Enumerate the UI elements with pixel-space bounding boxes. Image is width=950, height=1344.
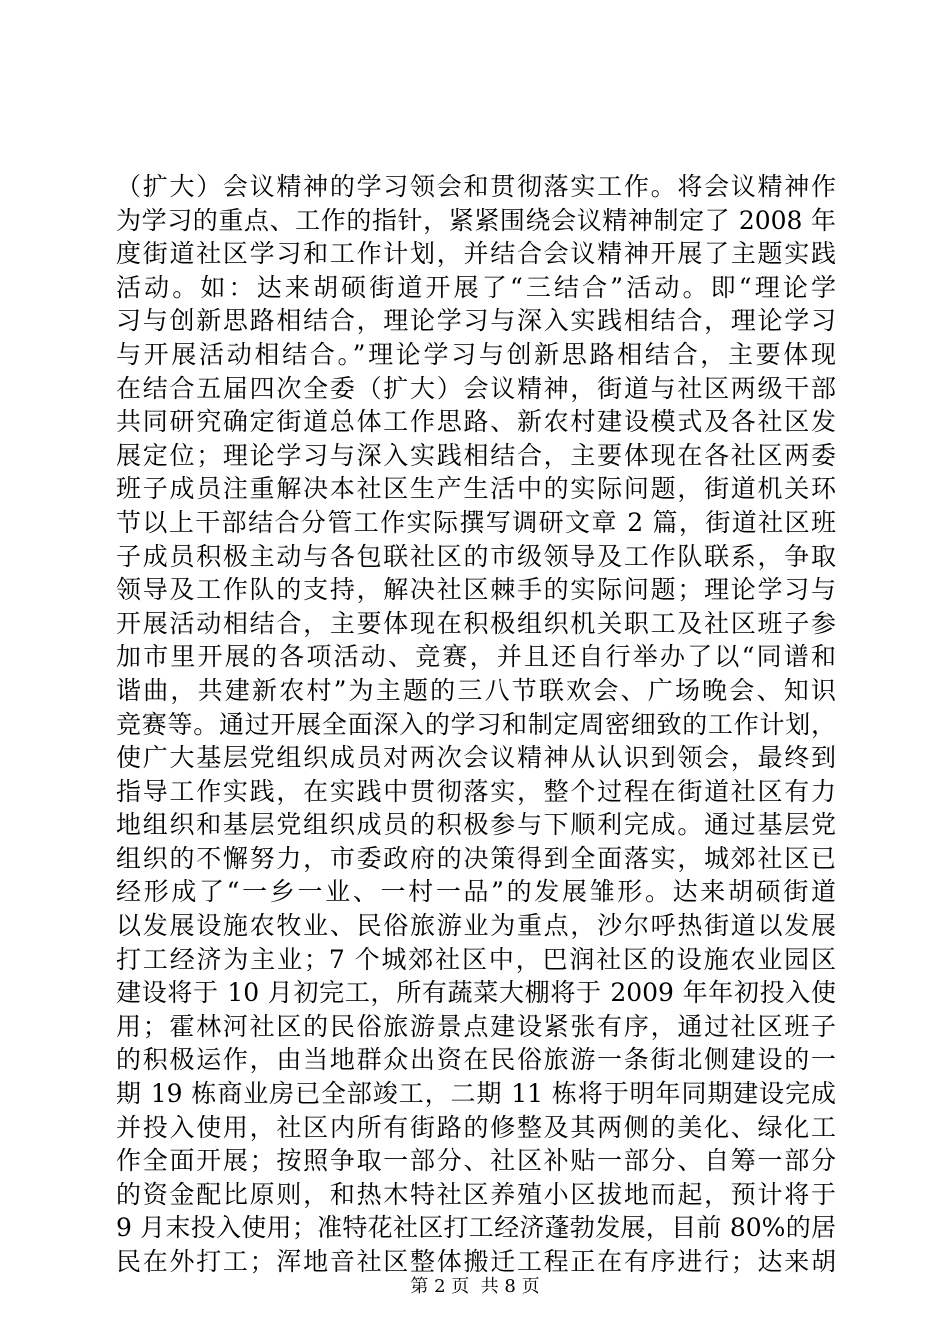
text-line: 领导及工作队的支持，解决社区棘手的实际问题；理论学习与 bbox=[116, 575, 836, 605]
text-line: 竞赛等。通过开展全面深入的学习和制定周密细致的工作计划， bbox=[116, 709, 836, 739]
text-line: 谐曲，共建新农村”为主题的三八节联欢会、广场晚会、知识 bbox=[116, 675, 836, 705]
text-line: 共同研究确定街道总体工作思路、新农村建设模式及各社区发 bbox=[116, 407, 836, 437]
text-line: 并投入使用，社区内所有街路的修整及其两侧的美化、绿化工 bbox=[116, 1112, 836, 1142]
text-line: 加市里开展的各项活动、竞赛，并且还自行举办了以“同谱和 bbox=[116, 642, 836, 672]
text-line: 班子成员注重解决本社区生产生活中的实际问题，街道机关环 bbox=[116, 474, 836, 504]
text-line: 节以上干部结合分管工作实际撰写调研文章 2 篇，街道社区班 bbox=[116, 507, 836, 537]
text-line: 以发展设施农牧业、民俗旅游业为重点，沙尔呼热街道以发展 bbox=[116, 911, 836, 941]
text-line: 组织的不懈努力，市委政府的决策得到全面落实，城郊社区已 bbox=[116, 843, 836, 873]
text-line: 的资金配比原则，和热木特社区养殖小区拔地而起，预计将于 bbox=[116, 1179, 836, 1209]
text-line: 指导工作实践，在实践中贯彻落实，整个过程在街道社区有力 bbox=[116, 776, 836, 806]
text-line: 活动。如：达来胡硕街道开展了“三结合”活动。即“理论学 bbox=[116, 272, 836, 302]
text-line: 作全面开展；按照争取一部分、社区补贴一部分、自筹一部分 bbox=[116, 1146, 836, 1176]
text-line: 用；霍林河社区的民俗旅游景点建设紧张有序，通过社区班子 bbox=[116, 1011, 836, 1041]
text-line: 在结合五届四次全委（扩大）会议精神，街道与社区两级干部 bbox=[116, 373, 836, 403]
text-line: 建设将于 10 月初完工，所有蔬菜大棚将于 2009 年年初投入使 bbox=[116, 978, 836, 1008]
page-footer bbox=[0, 1272, 950, 1298]
text-line: 为学习的重点、工作的指针，紧紧围绕会议精神制定了 2008 年 bbox=[116, 205, 836, 235]
text-line: 展定位；理论学习与深入实践相结合，主要体现在各社区两委 bbox=[116, 440, 836, 470]
text-line: 习与创新思路相结合，理论学习与深入实践相结合，理论学习 bbox=[116, 306, 836, 336]
text-line: 地组织和基层党组织成员的积极参与下顺利完成。通过基层党 bbox=[116, 810, 836, 840]
text-line: 经形成了“一乡一业、一村一品”的发展雏形。达来胡硕街道 bbox=[116, 877, 836, 907]
text-line: 度街道社区学习和工作计划，并结合会议精神开展了主题实践 bbox=[116, 239, 836, 269]
text-line: 打工经济为主业；7 个城郊社区中，巴润社区的设施农业园区 bbox=[116, 944, 836, 974]
body-text bbox=[116, 170, 836, 1279]
text-line: 与开展活动相结合。”理论学习与创新思路相结合，主要体现 bbox=[116, 339, 836, 369]
text-line: 9 月末投入使用；准特花社区打工经济蓬勃发展，目前 80%的居 bbox=[116, 1213, 836, 1243]
text-line: 的积极运作，由当地群众出资在民俗旅游一条街北侧建设的一 bbox=[116, 1045, 836, 1075]
text-line: 子成员积极主动与各包联社区的市级领导及工作队联系，争取 bbox=[116, 541, 836, 571]
text-line: 民在外打工；浑地音社区整体搬迁工程正在有序进行；达来胡 bbox=[116, 1247, 836, 1276]
text-line: 期 19 栋商业房已全部竣工，二期 11 栋将于明年同期建设完成 bbox=[116, 1079, 836, 1109]
page-number-label: 第 2 页 共 8 页 bbox=[410, 1276, 540, 1297]
text-line: 开展活动相结合，主要体现在积极组织机关职工及社区班子参 bbox=[116, 608, 836, 638]
text-line: 使广大基层党组织成员对两次会议精神从认识到领会，最终到 bbox=[116, 743, 836, 773]
text-line: （扩大）会议精神的学习领会和贯彻落实工作。将会议精神作 bbox=[116, 172, 836, 201]
